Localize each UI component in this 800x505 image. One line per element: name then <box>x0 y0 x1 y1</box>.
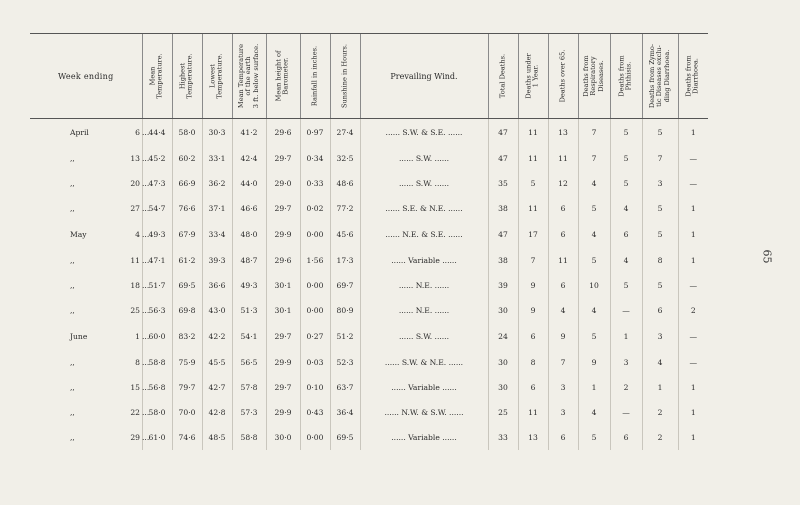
cell-deaths-respiratory: 5 <box>578 323 610 350</box>
cell-deaths-over-65: 11 <box>548 248 578 273</box>
week-day: 4 <box>135 230 140 239</box>
cell-deaths-respiratory: 4 <box>578 221 610 248</box>
week-month: ,, <box>70 281 75 290</box>
cell-week-ending <box>30 248 150 273</box>
week-leader-dots: ... <box>142 128 150 137</box>
cell-total-deaths: 35 <box>488 171 518 196</box>
cell-total-deaths: 38 <box>488 196 518 221</box>
cell-deaths-respiratory: 9 <box>578 350 610 375</box>
cell-lowest-temperature: 37·1 <box>202 196 232 221</box>
cell-week-ending <box>30 375 150 400</box>
header-prevailing-wind: Prevailing Wind. <box>360 34 488 119</box>
cell-rainfall: 0·03 <box>300 350 330 375</box>
cell-deaths-under-1: 13 <box>518 425 548 450</box>
header-highest-temperature: Highest Temperature. <box>172 34 202 119</box>
cell-deaths-phthisis: 5 <box>610 119 642 147</box>
cell-earth-temperature: 49·3 <box>232 273 266 298</box>
cell-earth-temperature: 58·8 <box>232 425 266 450</box>
cell-mean-temperature: 49·3 <box>142 221 172 248</box>
cell-week-ending <box>30 323 150 350</box>
page-number: 65 <box>760 249 774 264</box>
header-sunshine: Sunshine in Hours. <box>330 34 360 119</box>
cell-earth-temperature: 51·3 <box>232 298 266 323</box>
cell-deaths-diarrhoea: — <box>678 350 708 375</box>
cell-mean-temperature: 47·1 <box>142 248 172 273</box>
cell-deaths-under-1: 9 <box>518 273 548 298</box>
cell-deaths-phthisis: 3 <box>610 350 642 375</box>
cell-lowest-temperature: 39·3 <box>202 248 232 273</box>
week-day: 25 <box>130 306 140 315</box>
cell-deaths-under-1: 17 <box>518 221 548 248</box>
week-leader-dots: ... <box>142 383 150 392</box>
cell-mean-temperature: 56·3 <box>142 298 172 323</box>
week-month: ,, <box>70 433 75 442</box>
table-row <box>30 375 708 400</box>
cell-deaths-phthisis: 5 <box>610 146 642 171</box>
cell-earth-temperature: 44·0 <box>232 171 266 196</box>
cell-deaths-over-65: 6 <box>548 196 578 221</box>
table-row <box>30 400 708 425</box>
cell-total-deaths: 30 <box>488 298 518 323</box>
week-leader-dots: ... <box>142 306 150 315</box>
cell-earth-temperature: 57·3 <box>232 400 266 425</box>
cell-sunshine: 52·3 <box>330 350 360 375</box>
cell-deaths-over-65: 4 <box>548 298 578 323</box>
cell-deaths-phthisis: 1 <box>610 323 642 350</box>
cell-sunshine: 32·5 <box>330 146 360 171</box>
cell-deaths-diarrhoea: 1 <box>678 196 708 221</box>
cell-week-ending <box>30 119 150 147</box>
cell-rainfall: 0·33 <box>300 171 330 196</box>
cell-deaths-over-65: 11 <box>548 146 578 171</box>
cell-total-deaths: 38 <box>488 248 518 273</box>
cell-rainfall: 0·43 <box>300 400 330 425</box>
cell-deaths-zymotic: 5 <box>642 273 678 298</box>
cell-deaths-over-65: 3 <box>548 375 578 400</box>
week-day: 1 <box>135 332 140 341</box>
cell-highest-temperature: 69·5 <box>172 273 202 298</box>
cell-week-ending <box>30 196 150 221</box>
cell-deaths-zymotic: 1 <box>642 375 678 400</box>
cell-deaths-phthisis: 5 <box>610 171 642 196</box>
cell-barometer: 30·0 <box>266 425 300 450</box>
cell-prevailing-wind: ...... S.W. ...... <box>360 171 488 196</box>
cell-deaths-zymotic: 3 <box>642 171 678 196</box>
week-day: 11 <box>130 256 140 265</box>
cell-barometer: 30·1 <box>266 273 300 298</box>
cell-earth-temperature: 48·0 <box>232 221 266 248</box>
cell-deaths-zymotic: 5 <box>642 196 678 221</box>
cell-prevailing-wind: ...... Variable ...... <box>360 375 488 400</box>
cell-lowest-temperature: 48·5 <box>202 425 232 450</box>
cell-deaths-under-1: 6 <box>518 375 548 400</box>
cell-barometer: 29·7 <box>266 146 300 171</box>
cell-earth-temperature: 46·6 <box>232 196 266 221</box>
week-day: 6 <box>135 128 140 137</box>
table-row <box>30 298 708 323</box>
cell-highest-temperature: 76·6 <box>172 196 202 221</box>
week-month: ,, <box>70 204 75 213</box>
cell-lowest-temperature: 45·5 <box>202 350 232 375</box>
cell-highest-temperature: 66·9 <box>172 171 202 196</box>
cell-sunshine: 45·6 <box>330 221 360 248</box>
cell-mean-temperature: 45·2 <box>142 146 172 171</box>
cell-deaths-diarrhoea: 1 <box>678 119 708 147</box>
cell-total-deaths: 33 <box>488 425 518 450</box>
cell-deaths-zymotic: 8 <box>642 248 678 273</box>
week-leader-dots: ... <box>142 204 150 213</box>
cell-earth-temperature: 42·4 <box>232 146 266 171</box>
cell-rainfall: 1·56 <box>300 248 330 273</box>
cell-lowest-temperature: 36·2 <box>202 171 232 196</box>
table-row <box>30 221 708 248</box>
table-row <box>30 248 708 273</box>
table-row <box>30 146 708 171</box>
header-total-deaths: Total Deaths. <box>488 34 518 119</box>
table-row <box>30 196 708 221</box>
cell-total-deaths: 47 <box>488 146 518 171</box>
cell-rainfall: 0·00 <box>300 298 330 323</box>
header-mean-temperature: Mean Temperature. <box>142 34 172 119</box>
cell-total-deaths: 30 <box>488 375 518 400</box>
cell-highest-temperature: 74·6 <box>172 425 202 450</box>
cell-deaths-over-65: 6 <box>548 425 578 450</box>
week-month: ,, <box>70 383 75 392</box>
week-month: ,, <box>70 306 75 315</box>
cell-deaths-under-1: 6 <box>518 323 548 350</box>
cell-deaths-zymotic: 2 <box>642 425 678 450</box>
cell-mean-temperature: 44·4 <box>142 119 172 147</box>
cell-deaths-phthisis: — <box>610 400 642 425</box>
cell-deaths-under-1: 11 <box>518 146 548 171</box>
cell-barometer: 29·7 <box>266 375 300 400</box>
cell-deaths-phthisis: 2 <box>610 375 642 400</box>
cell-earth-temperature: 54·1 <box>232 323 266 350</box>
cell-highest-temperature: 67·9 <box>172 221 202 248</box>
cell-total-deaths: 30 <box>488 350 518 375</box>
cell-total-deaths: 24 <box>488 323 518 350</box>
cell-deaths-phthisis: 6 <box>610 425 642 450</box>
cell-deaths-phthisis: 4 <box>610 196 642 221</box>
cell-prevailing-wind: ...... S.W. & S.E. ...... <box>360 119 488 147</box>
week-day: 27 <box>130 204 140 213</box>
cell-highest-temperature: 58·0 <box>172 119 202 147</box>
cell-sunshine: 77·2 <box>330 196 360 221</box>
cell-week-ending <box>30 273 150 298</box>
cell-total-deaths: 47 <box>488 119 518 147</box>
cell-lowest-temperature: 30·3 <box>202 119 232 147</box>
cell-barometer: 30·1 <box>266 298 300 323</box>
cell-week-ending <box>30 171 150 196</box>
cell-mean-temperature: 58·0 <box>142 400 172 425</box>
cell-sunshine: 69·5 <box>330 425 360 450</box>
cell-lowest-temperature: 42·7 <box>202 375 232 400</box>
cell-barometer: 29·6 <box>266 248 300 273</box>
cell-deaths-zymotic: 6 <box>642 298 678 323</box>
cell-highest-temperature: 70·0 <box>172 400 202 425</box>
cell-prevailing-wind: ...... N.W. & S.W. ...... <box>360 400 488 425</box>
cell-deaths-zymotic: 5 <box>642 221 678 248</box>
cell-deaths-phthisis: 6 <box>610 221 642 248</box>
week-month: May <box>70 230 87 239</box>
table-row <box>30 119 708 147</box>
cell-deaths-diarrhoea: 1 <box>678 425 708 450</box>
cell-rainfall: 0·34 <box>300 146 330 171</box>
header-rainfall: Rainfall in inches. <box>300 34 330 119</box>
weekly-statistics-table <box>30 33 708 450</box>
week-day: 18 <box>130 281 140 290</box>
cell-deaths-under-1: 11 <box>518 119 548 147</box>
cell-lowest-temperature: 42·2 <box>202 323 232 350</box>
cell-deaths-diarrhoea: — <box>678 323 708 350</box>
cell-lowest-temperature: 36·6 <box>202 273 232 298</box>
cell-prevailing-wind: ...... N.E. ...... <box>360 298 488 323</box>
cell-deaths-under-1: 5 <box>518 171 548 196</box>
cell-deaths-respiratory: 4 <box>578 298 610 323</box>
week-leader-dots: ... <box>142 332 150 341</box>
cell-rainfall: 0·10 <box>300 375 330 400</box>
week-leader-dots: ... <box>142 433 150 442</box>
cell-earth-temperature: 56·5 <box>232 350 266 375</box>
cell-highest-temperature: 61·2 <box>172 248 202 273</box>
header-deaths-over-65: Deaths over 65. <box>548 34 578 119</box>
cell-barometer: 29·7 <box>266 323 300 350</box>
table-row <box>30 171 708 196</box>
cell-rainfall: 0·00 <box>300 221 330 248</box>
header-week-ending: Week ending <box>30 34 142 119</box>
cell-barometer: 29·7 <box>266 196 300 221</box>
cell-barometer: 29·9 <box>266 400 300 425</box>
week-leader-dots: ... <box>142 230 150 239</box>
cell-week-ending <box>30 221 150 248</box>
cell-deaths-phthisis: 4 <box>610 248 642 273</box>
table-body <box>30 119 708 451</box>
cell-rainfall: 0·00 <box>300 425 330 450</box>
cell-mean-temperature: 61·0 <box>142 425 172 450</box>
cell-deaths-under-1: 9 <box>518 298 548 323</box>
table-row <box>30 323 708 350</box>
cell-sunshine: 69·7 <box>330 273 360 298</box>
cell-deaths-diarrhoea: — <box>678 171 708 196</box>
cell-highest-temperature: 83·2 <box>172 323 202 350</box>
header-deaths-zymotic: Deaths from Zymo- tic Diseases exclu- ding Diarrhoea. <box>642 34 678 119</box>
header-deaths-respiratory: Deaths from Respiratory Diseases. <box>578 34 610 119</box>
cell-prevailing-wind: ...... S.W. & N.E. ...... <box>360 350 488 375</box>
cell-sunshine: 36·4 <box>330 400 360 425</box>
cell-total-deaths: 25 <box>488 400 518 425</box>
cell-deaths-under-1: 11 <box>518 196 548 221</box>
header-row <box>30 34 708 119</box>
cell-deaths-under-1: 8 <box>518 350 548 375</box>
cell-highest-temperature: 75·9 <box>172 350 202 375</box>
cell-deaths-zymotic: 4 <box>642 350 678 375</box>
cell-deaths-respiratory: 5 <box>578 248 610 273</box>
cell-deaths-respiratory: 7 <box>578 119 610 147</box>
cell-lowest-temperature: 43·0 <box>202 298 232 323</box>
cell-deaths-zymotic: 7 <box>642 146 678 171</box>
cell-deaths-diarrhoea: 1 <box>678 221 708 248</box>
cell-prevailing-wind: ...... N.E. & S.E. ...... <box>360 221 488 248</box>
cell-deaths-respiratory: 7 <box>578 146 610 171</box>
cell-lowest-temperature: 33·1 <box>202 146 232 171</box>
cell-earth-temperature: 48·7 <box>232 248 266 273</box>
cell-earth-temperature: 57·8 <box>232 375 266 400</box>
table-row <box>30 350 708 375</box>
cell-deaths-over-65: 9 <box>548 323 578 350</box>
cell-mean-temperature: 60·0 <box>142 323 172 350</box>
cell-deaths-respiratory: 10 <box>578 273 610 298</box>
cell-prevailing-wind: ...... S.W. ...... <box>360 146 488 171</box>
cell-deaths-over-65: 6 <box>548 273 578 298</box>
table-row <box>30 273 708 298</box>
cell-deaths-phthisis: 5 <box>610 273 642 298</box>
cell-deaths-respiratory: 4 <box>578 171 610 196</box>
cell-rainfall: 0·97 <box>300 119 330 147</box>
cell-prevailing-wind: ...... Variable ...... <box>360 425 488 450</box>
cell-mean-temperature: 54·7 <box>142 196 172 221</box>
header-earth-temperature: Mean Temperature of the earth 3 ft. below surface. <box>232 34 266 119</box>
cell-total-deaths: 39 <box>488 273 518 298</box>
cell-deaths-over-65: 7 <box>548 350 578 375</box>
week-month: ,, <box>70 408 75 417</box>
cell-deaths-diarrhoea: 1 <box>678 400 708 425</box>
cell-deaths-over-65: 3 <box>548 400 578 425</box>
week-month: ,, <box>70 358 75 367</box>
cell-week-ending <box>30 298 150 323</box>
cell-deaths-diarrhoea: 1 <box>678 248 708 273</box>
week-leader-dots: ... <box>142 281 150 290</box>
cell-sunshine: 63·7 <box>330 375 360 400</box>
cell-rainfall: 0·02 <box>300 196 330 221</box>
week-month: ,, <box>70 256 75 265</box>
cell-sunshine: 17·3 <box>330 248 360 273</box>
cell-week-ending <box>30 400 150 425</box>
week-day: 20 <box>130 179 140 188</box>
cell-week-ending <box>30 350 150 375</box>
week-day: 15 <box>130 383 140 392</box>
cell-deaths-over-65: 6 <box>548 221 578 248</box>
header-deaths-under-1: Deaths under 1 Year. <box>518 34 548 119</box>
week-leader-dots: ... <box>142 154 150 163</box>
cell-rainfall: 0·27 <box>300 323 330 350</box>
cell-barometer: 29·9 <box>266 350 300 375</box>
header-deaths-phthisis: Deaths from Phthisis. <box>610 34 642 119</box>
cell-lowest-temperature: 33·4 <box>202 221 232 248</box>
cell-prevailing-wind: ...... S.W. ...... <box>360 323 488 350</box>
cell-sunshine: 51·2 <box>330 323 360 350</box>
cell-barometer: 29·9 <box>266 221 300 248</box>
cell-total-deaths: 47 <box>488 221 518 248</box>
week-month: June <box>70 332 88 341</box>
cell-sunshine: 48·6 <box>330 171 360 196</box>
cell-sunshine: 80·9 <box>330 298 360 323</box>
header-lowest-temperature: Lowest Temperature. <box>202 34 232 119</box>
cell-mean-temperature: 51·7 <box>142 273 172 298</box>
cell-highest-temperature: 79·7 <box>172 375 202 400</box>
cell-sunshine: 27·4 <box>330 119 360 147</box>
cell-mean-temperature: 58·8 <box>142 350 172 375</box>
cell-mean-temperature: 56·8 <box>142 375 172 400</box>
week-month: ,, <box>70 179 75 188</box>
cell-deaths-under-1: 11 <box>518 400 548 425</box>
week-day: 13 <box>130 154 140 163</box>
cell-deaths-diarrhoea: 2 <box>678 298 708 323</box>
cell-barometer: 29·6 <box>266 119 300 147</box>
cell-deaths-phthisis: — <box>610 298 642 323</box>
cell-deaths-over-65: 13 <box>548 119 578 147</box>
week-day: 29 <box>130 433 140 442</box>
cell-deaths-zymotic: 2 <box>642 400 678 425</box>
table-row <box>30 425 708 450</box>
cell-deaths-respiratory: 5 <box>578 425 610 450</box>
week-day: 22 <box>130 408 140 417</box>
cell-prevailing-wind: ...... Variable ...... <box>360 248 488 273</box>
cell-deaths-diarrhoea: — <box>678 273 708 298</box>
cell-barometer: 29·0 <box>266 171 300 196</box>
cell-deaths-under-1: 7 <box>518 248 548 273</box>
cell-deaths-respiratory: 5 <box>578 196 610 221</box>
cell-deaths-respiratory: 4 <box>578 400 610 425</box>
cell-deaths-respiratory: 1 <box>578 375 610 400</box>
week-leader-dots: ... <box>142 179 150 188</box>
cell-earth-temperature: 41·2 <box>232 119 266 147</box>
cell-deaths-diarrhoea: 1 <box>678 375 708 400</box>
cell-prevailing-wind: ...... S.E. & N.E. ...... <box>360 196 488 221</box>
week-leader-dots: ... <box>142 358 150 367</box>
cell-highest-temperature: 60·2 <box>172 146 202 171</box>
cell-highest-temperature: 69·8 <box>172 298 202 323</box>
header-deaths-diarrhoea: Deaths from Diarrhoea. <box>678 34 708 119</box>
cell-week-ending <box>30 146 150 171</box>
week-day: 8 <box>135 358 140 367</box>
cell-deaths-zymotic: 3 <box>642 323 678 350</box>
cell-deaths-zymotic: 5 <box>642 119 678 147</box>
cell-deaths-diarrhoea: — <box>678 146 708 171</box>
cell-deaths-over-65: 12 <box>548 171 578 196</box>
cell-lowest-temperature: 42·8 <box>202 400 232 425</box>
week-month: ,, <box>70 154 75 163</box>
cell-mean-temperature: 47·3 <box>142 171 172 196</box>
week-month: April <box>70 128 89 137</box>
week-leader-dots: ... <box>142 256 150 265</box>
cell-rainfall: 0·00 <box>300 273 330 298</box>
cell-week-ending <box>30 425 150 450</box>
header-barometer: Mean height of Barometer. <box>266 34 300 119</box>
cell-prevailing-wind: ...... N.E. ...... <box>360 273 488 298</box>
week-leader-dots: ... <box>142 408 150 417</box>
